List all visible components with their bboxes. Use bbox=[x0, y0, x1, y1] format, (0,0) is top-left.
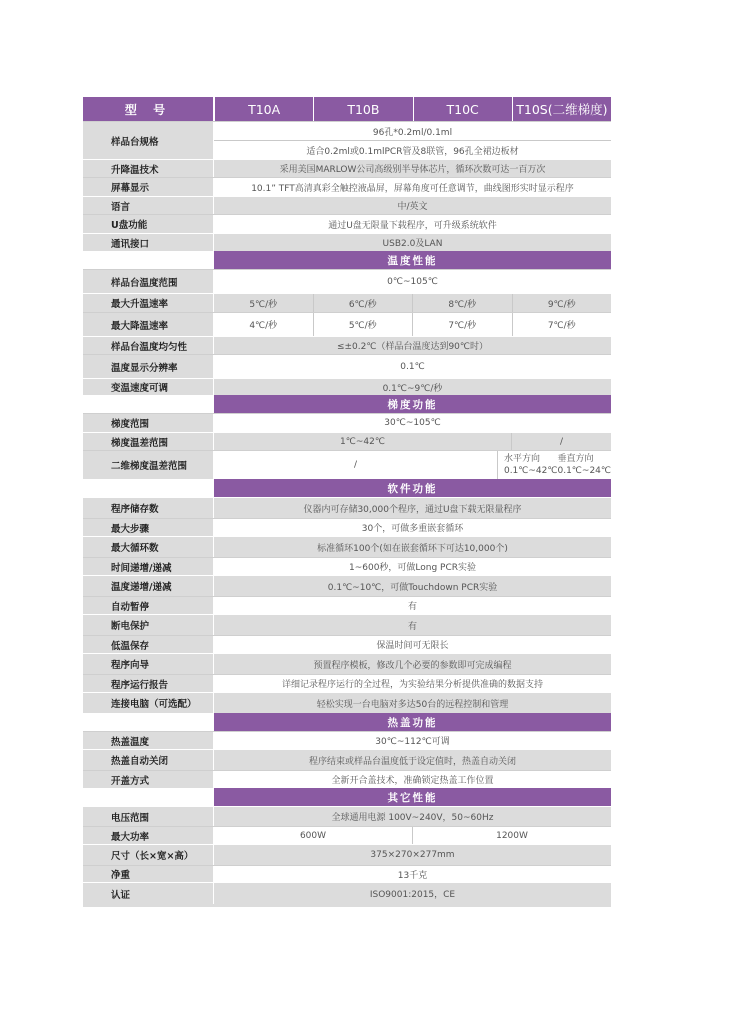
row-label: 程序向导 bbox=[83, 654, 214, 674]
row-label: 尺寸（长×宽×高） bbox=[83, 845, 214, 865]
table-row bbox=[83, 196, 611, 214]
row-value-part-1: 1℃~42℃ bbox=[340, 436, 385, 447]
row-label: 净重 bbox=[83, 866, 214, 882]
section-header bbox=[83, 395, 611, 413]
row-values bbox=[214, 636, 611, 653]
row-value-part-2: 1200W bbox=[412, 827, 611, 844]
spec-table bbox=[83, 97, 611, 907]
row-value: 0.1℃ bbox=[400, 361, 425, 372]
row-value: 1~600秒，可做Long PCR实验 bbox=[348, 563, 477, 573]
row-value: 仪器内可存储30,000个程序，通过U盘下载无限量程序 bbox=[303, 504, 522, 515]
row-values bbox=[214, 215, 611, 233]
row-value-model-2: 5℃/秒 bbox=[313, 313, 413, 336]
row-value: 30个，可做多重嵌套循环 bbox=[361, 524, 464, 534]
row-value-part-1: 600W bbox=[299, 830, 327, 841]
section-spacer bbox=[83, 479, 214, 497]
row-value-line: 96孔*0.2ml/0.1ml bbox=[372, 127, 453, 138]
row-values bbox=[214, 234, 611, 251]
table-row bbox=[83, 336, 611, 354]
section-spacer bbox=[83, 788, 214, 806]
table-row bbox=[83, 692, 611, 713]
table-row bbox=[83, 826, 611, 844]
row-values bbox=[214, 379, 611, 395]
row-label: 断电保护 bbox=[83, 615, 214, 635]
row-values bbox=[214, 615, 611, 635]
table-row bbox=[83, 882, 611, 904]
row-value: 0℃~105℃ bbox=[387, 276, 438, 287]
row-label: 程序储存数 bbox=[83, 498, 214, 518]
section-header bbox=[83, 479, 611, 497]
row-value: 标准循环100个(如在嵌套循环下可达10,000个) bbox=[317, 543, 508, 554]
row-label: 语言 bbox=[83, 197, 214, 214]
row-label: U盘功能 bbox=[83, 215, 214, 233]
table-row bbox=[83, 497, 611, 518]
model-header-2: T10B bbox=[313, 97, 412, 121]
row-values bbox=[214, 270, 611, 293]
section-title: 其它性能 bbox=[214, 788, 611, 806]
row-values bbox=[214, 122, 611, 159]
table-row bbox=[83, 844, 611, 865]
row-values bbox=[214, 337, 611, 354]
row-values bbox=[214, 807, 611, 826]
row-label: 最大步骤 bbox=[83, 519, 214, 536]
row-value: ≤±0.2℃（样品台温度达到90℃时） bbox=[336, 342, 489, 352]
table-header bbox=[83, 97, 611, 121]
row-value-model-1: 4℃/秒 bbox=[249, 321, 278, 331]
row-value: 13千克 bbox=[397, 870, 428, 881]
row-values bbox=[214, 693, 611, 713]
row-values bbox=[214, 498, 611, 518]
row-values bbox=[214, 294, 611, 312]
table-row bbox=[83, 749, 611, 770]
table-row bbox=[83, 596, 611, 614]
row-values bbox=[214, 160, 611, 177]
row-values bbox=[214, 519, 611, 536]
row-value-model-2: 6℃/秒 bbox=[313, 294, 413, 312]
table-row bbox=[83, 378, 611, 395]
row-values bbox=[214, 433, 611, 450]
row-values bbox=[214, 197, 611, 214]
row-value-part-1: / bbox=[353, 460, 357, 470]
table-row bbox=[83, 312, 611, 336]
row-value: 0.1℃~10℃，可做Touchdown PCR实验 bbox=[327, 582, 498, 593]
table-bottom-bar bbox=[83, 904, 611, 907]
row-values bbox=[214, 313, 611, 336]
row-values bbox=[214, 414, 611, 432]
row-label: 低温保存 bbox=[83, 636, 214, 653]
row-label: 通讯接口 bbox=[83, 234, 214, 251]
row-value: 采用美国MARLOW公司高级别半导体芯片，循环次数可达一百万次 bbox=[279, 165, 546, 175]
table-row bbox=[83, 674, 611, 692]
row-value: 程序结束或样品台温度低于设定值时，热盖自动关闭 bbox=[308, 756, 516, 767]
row-value: 轻松实现一台电脑对多达50台的远程控制和管理 bbox=[316, 699, 509, 710]
section-title: 梯度功能 bbox=[214, 395, 611, 413]
section-title: 热盖功能 bbox=[214, 713, 611, 731]
row-label: 梯度范围 bbox=[83, 414, 214, 432]
row-value: 30℃~105℃ bbox=[384, 418, 441, 428]
model-columns bbox=[214, 97, 611, 121]
row-value: 保温时间可无限长 bbox=[376, 641, 449, 651]
row-label: 时间递增/递减 bbox=[83, 558, 214, 575]
row-values bbox=[214, 675, 611, 692]
table-row bbox=[83, 518, 611, 536]
row-value: ISO9001:2015，CE bbox=[369, 890, 456, 900]
table-row bbox=[83, 557, 611, 575]
table-row bbox=[83, 614, 611, 635]
row-label: 样品台规格 bbox=[83, 122, 214, 159]
model-header-3: T10C bbox=[413, 97, 512, 121]
row-label: 热盖自动关闭 bbox=[83, 750, 214, 770]
table-row bbox=[83, 233, 611, 251]
section-spacer bbox=[83, 713, 214, 731]
row-values bbox=[214, 355, 611, 378]
section-header bbox=[83, 788, 611, 806]
table-row bbox=[83, 269, 611, 293]
row-label: 样品台温度范围 bbox=[83, 270, 214, 293]
row-value-line: 适合0.2ml或0.1mlPCR管及8联管，96孔全裙边板材 bbox=[214, 140, 611, 159]
table-row bbox=[83, 121, 611, 159]
row-values bbox=[214, 451, 611, 479]
row-values bbox=[214, 576, 611, 596]
section-header bbox=[83, 251, 611, 269]
row-value-line: 水平方向 0.1℃~42℃ bbox=[503, 454, 558, 476]
row-label: 自动暂停 bbox=[83, 597, 214, 614]
model-header-1: T10A bbox=[214, 97, 313, 121]
row-label: 最大降温速率 bbox=[83, 313, 214, 336]
section-title: 软件功能 bbox=[214, 479, 611, 497]
table-row bbox=[83, 177, 611, 196]
table-row bbox=[83, 770, 611, 788]
table-row bbox=[83, 635, 611, 653]
table-row bbox=[83, 159, 611, 177]
row-values bbox=[214, 537, 611, 557]
row-label: 最大功率 bbox=[83, 827, 214, 844]
row-values bbox=[214, 558, 611, 575]
row-values bbox=[214, 845, 611, 865]
table-row bbox=[83, 354, 611, 378]
row-value: 中/英文 bbox=[397, 202, 428, 212]
row-value-model-3: 7℃/秒 bbox=[412, 313, 512, 336]
row-values bbox=[214, 178, 611, 196]
row-label: 屏幕显示 bbox=[83, 178, 214, 196]
table-row bbox=[83, 413, 611, 432]
row-value: USB2.0及LAN bbox=[382, 239, 443, 249]
table-row bbox=[83, 575, 611, 596]
section-spacer bbox=[83, 251, 214, 269]
row-value: 10.1” TFT高清真彩全触控液晶屏，屏幕角度可任意调节，曲线图形实时显示程序 bbox=[251, 183, 574, 194]
row-value: 375×270×277mm bbox=[370, 850, 455, 860]
row-value: 详细记录程序运行的全过程，为实验结果分析提供准确的数据支持 bbox=[281, 680, 543, 690]
row-label: 电压范围 bbox=[83, 807, 214, 826]
row-values bbox=[214, 597, 611, 614]
row-label: 开盖方式 bbox=[83, 771, 214, 788]
table-row bbox=[83, 293, 611, 312]
row-values bbox=[214, 732, 611, 749]
row-label: 样品台温度均匀性 bbox=[83, 337, 214, 354]
row-value: 全新开合盖技术，准确锁定热盖工作位置 bbox=[331, 776, 494, 786]
row-label: 二维梯度温差范围 bbox=[83, 451, 214, 479]
row-label: 热盖温度 bbox=[83, 732, 214, 749]
header-label: 型 号 bbox=[83, 97, 214, 121]
row-label: 连接电脑（可选配） bbox=[83, 693, 214, 713]
row-value-model-4: 7℃/秒 bbox=[512, 313, 612, 336]
row-label: 梯度温差范围 bbox=[83, 433, 214, 450]
row-values bbox=[214, 827, 611, 844]
table-row bbox=[83, 432, 611, 450]
section-spacer bbox=[83, 395, 214, 413]
row-value: 全球通用电源 100V~240V，50~60Hz bbox=[331, 813, 494, 823]
row-value-part-2: / bbox=[511, 433, 611, 450]
row-values bbox=[214, 883, 611, 904]
row-label: 变温速度可调 bbox=[83, 379, 214, 395]
row-label: 最大循环数 bbox=[83, 537, 214, 557]
row-label: 认证 bbox=[83, 883, 214, 904]
table-row bbox=[83, 214, 611, 233]
table-body bbox=[83, 121, 611, 904]
row-label: 温度显示分辨率 bbox=[83, 355, 214, 378]
row-values bbox=[214, 866, 611, 882]
row-value: 30℃~112℃可调 bbox=[375, 737, 450, 747]
row-label: 程序运行报告 bbox=[83, 675, 214, 692]
row-value-model-4: 9℃/秒 bbox=[512, 294, 612, 312]
row-values bbox=[214, 654, 611, 674]
row-value: 通过U盘无限量下载程序，可升级系统软件 bbox=[328, 220, 497, 231]
row-value-model-1: 5℃/秒 bbox=[249, 299, 278, 310]
row-label: 最大升温速率 bbox=[83, 294, 214, 312]
row-value-line: 垂直方向 0.1℃~24℃ bbox=[557, 454, 612, 476]
row-values bbox=[214, 771, 611, 788]
table-row bbox=[83, 653, 611, 674]
row-value: 0.1℃~9℃/秒 bbox=[382, 383, 443, 394]
row-value-part-2 bbox=[497, 451, 611, 479]
table-row bbox=[83, 865, 611, 882]
table-row bbox=[83, 450, 611, 479]
section-title: 温度性能 bbox=[214, 251, 611, 269]
section-header bbox=[83, 713, 611, 731]
row-label: 升降温技术 bbox=[83, 160, 214, 177]
row-value: 有 bbox=[407, 602, 417, 612]
table-row bbox=[83, 536, 611, 557]
table-row bbox=[83, 806, 611, 826]
row-value: 预置程序模板，修改几个必要的参数即可完成编程 bbox=[313, 660, 512, 671]
row-label: 温度递增/递减 bbox=[83, 576, 214, 596]
row-value: 有 bbox=[407, 621, 417, 632]
row-values bbox=[214, 750, 611, 770]
model-header-4: T10S(二维梯度) bbox=[512, 97, 611, 121]
row-value-model-3: 8℃/秒 bbox=[412, 294, 512, 312]
table-row bbox=[83, 731, 611, 749]
